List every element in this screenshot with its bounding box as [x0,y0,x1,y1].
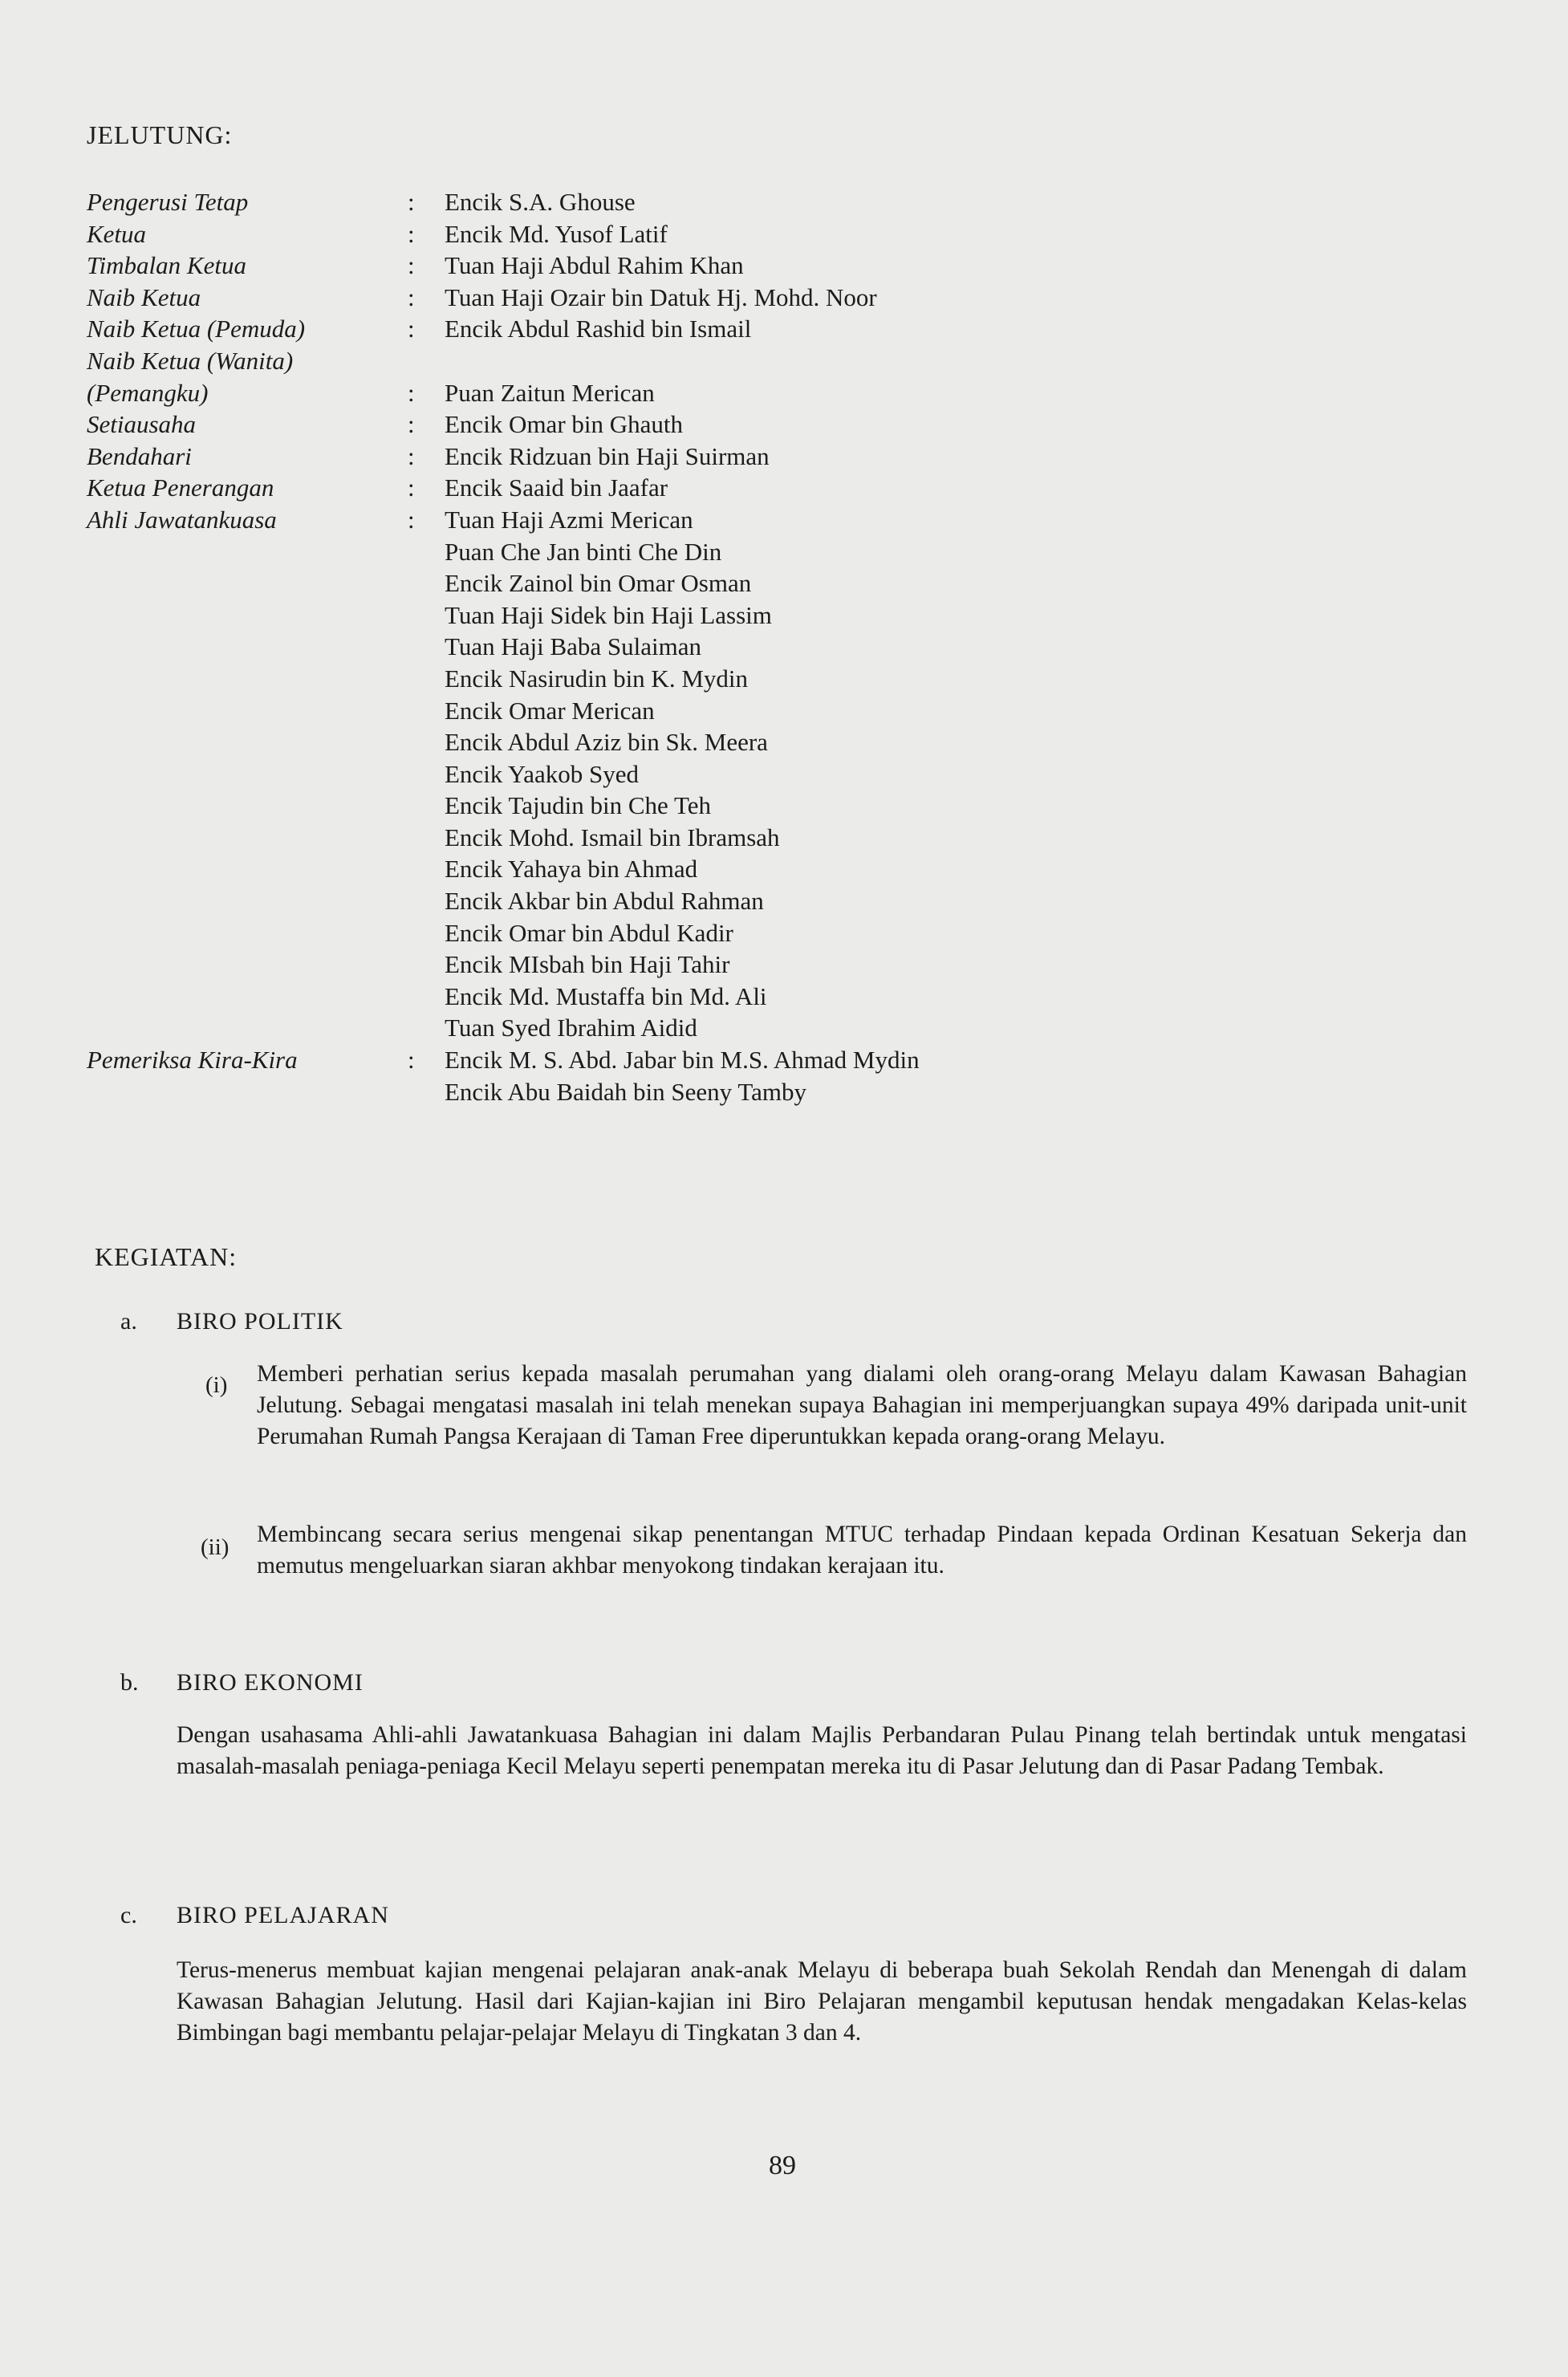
committee-role: Timbalan Ketua [87,251,246,280]
committee-row [87,282,920,314]
committee-role: Ketua Penerangan [87,473,274,502]
committee-member-name: Encik Abdul Aziz bin Sk. Meera [445,728,768,757]
committee-row [87,1012,920,1044]
committee-member-name: Encik Ridzuan bin Haji Suirman [445,441,770,470]
separator-colon [408,345,445,377]
committee-row [87,758,920,790]
committee-role [87,822,408,854]
section-title-pelajaran: BIRO PELAJARAN [177,1902,389,1928]
committee-role [87,726,408,758]
committee-row [87,504,920,536]
separator-colon [408,599,445,632]
separator-colon: : [408,378,415,407]
committee-row [87,822,920,854]
committee-member-name: Encik Akbar bin Abdul Rahman [445,887,764,916]
committee-role [87,663,408,695]
separator-colon: : [408,251,415,280]
separator-colon [408,663,445,695]
committee-row [87,663,920,695]
committee-role: Naib Ketua (Wanita) [87,346,294,375]
committee-row [87,1076,920,1108]
committee-member-name: Encik Omar bin Abdul Kadir [445,918,733,947]
committee-role: Bendahari [87,441,192,470]
separator-colon: : [408,441,415,470]
committee-role [87,885,408,917]
committee-member-name: Encik MIsbah bin Haji Tahir [445,950,730,979]
section-letter-a: a. [120,1308,137,1335]
section-letter-b: b. [120,1669,139,1696]
separator-colon [408,631,445,663]
committee-row [87,472,920,504]
item-number: (i) [205,1372,228,1398]
committee-role [87,758,408,790]
committee-member-name: Encik Tajudin bin Che Teh [445,791,712,820]
ekonomi-paragraph: Dengan usahasama Ahli-ahli Jawatankuasa Bahagian ini dalam Majlis Perbandaran Pulau Pinang telah bertindak untuk mengatasi masalah-masalah peniaga-peniaga Kecil Melayu seperti penempatan mereka itu di Pasar Jelutung dan di Pasar Padang Tembak. [177,1722,1467,1779]
committee-row [87,853,920,885]
politik-paragraph-1: Memberi perhatian serius kepada masalah perumahan yang dialami oleh orang-orang Melayu dalam Kawasan Bahagian Jelutung. Sebagai mengatasi masalah ini telah menekan supaya Bahagian ini memperjuangkan supaya 49% daripada unit-unit Perumahan Rumah Pangsa Kerajaan di Taman Free diperuntukkan kepada orang-orang Melayu. [257,1361,1467,1449]
section-letter-c: c. [120,1902,137,1928]
committee-row [87,313,920,345]
committee-row [87,917,920,949]
separator-colon [408,726,445,758]
separator-colon [408,758,445,790]
committee-member-name: Puan Che Jan binti Che Din [445,537,722,566]
committee-member-name: Tuan Haji Sidek bin Haji Lassim [445,600,772,629]
separator-colon: : [408,219,415,248]
committee-member-name: Encik Nasirudin bin K. Mydin [445,664,748,693]
committee-member-name: Encik Zainol bin Omar Osman [445,569,752,598]
committee-row [87,1044,920,1076]
committee-role: Ketua [87,219,147,248]
activities-heading: KEGIATAN: [95,1242,238,1271]
separator-colon [408,822,445,854]
committee-member-name: Encik Yahaya bin Ahmad [445,855,698,884]
committee-row [87,885,920,917]
committee-member-name: Encik Md. Yusof Latif [445,219,668,248]
separator-colon: : [408,188,415,216]
committee-row [87,726,920,758]
committee-role [87,567,408,599]
separator-colon [408,790,445,822]
separator-colon [408,536,445,568]
section-title-ekonomi: BIRO EKONOMI [177,1669,364,1696]
separator-colon: : [408,1046,415,1075]
committee-member-name: Puan Zaitun Merican [445,378,655,407]
committee-role: Naib Ketua (Pemuda) [87,315,306,343]
separator-colon [408,981,445,1013]
committee-member-name: Encik Mohd. Ismail bin Ibramsah [445,823,780,851]
committee-row [87,567,920,599]
separator-colon: : [408,410,415,439]
committee-row [87,790,920,822]
committee-row [87,949,920,981]
committee-member-name: Encik Md. Mustaffa bin Md. Ali [445,981,767,1010]
committee-role [87,790,408,822]
committee-row [87,345,920,377]
committee-role: Naib Ketua [87,282,201,311]
separator-colon [408,1012,445,1044]
committee-role [87,631,408,663]
committee-member-name: Encik Abu Baidah bin Seeny Tamby [445,1077,806,1106]
committee-role [87,536,408,568]
committee-role [87,853,408,885]
separator-colon: : [408,505,415,534]
committee-role: Ahli Jawatankuasa [87,505,277,534]
pelajaran-paragraph: Terus-menerus membuat kajian mengenai pelajaran anak-anak Melayu di beberapa buah Sekolah Rendah dan Menengah di dalam Kawasan Bahagian Jelutung. Hasil dari Kajian-kajian ini Biro Pelajaran mengambil keputusan hendak mengadakan Kelas-kelas Bimbingan bagi membantu pelajar-pelajar Melayu di Tingkatan 3 dan 4. [177,1957,1467,2046]
separator-colon [408,949,445,981]
separator-colon [408,567,445,599]
committee-role: Setiausaha [87,410,197,439]
committee-row [87,250,920,282]
page-number: 89 [769,2151,796,2180]
section-title-politik: BIRO POLITIK [177,1308,343,1335]
committee-row [87,981,920,1013]
committee-member-name: Encik Omar bin Ghauth [445,410,684,439]
committee-row [87,695,920,727]
separator-colon [408,695,445,727]
committee-member-name: Encik Yaakob Syed [445,759,639,788]
committee-member-name: Encik Omar Merican [445,696,655,725]
separator-colon: : [408,473,415,502]
committee-role [87,981,408,1013]
committee-role [87,695,408,727]
committee-row [87,536,920,568]
committee-member-name: Encik M. S. Abd. Jabar bin M.S. Ahmad Mydin [445,1046,920,1075]
committee-row [87,408,920,441]
committee-member-name: Encik Saaid bin Jaafar [445,473,668,502]
committee-member-name: Tuan Haji Ozair bin Datuk Hj. Mohd. Noor [445,282,877,311]
committee-role: (Pemangku) [87,378,209,407]
politik-paragraph-2: Membincang secara serius mengenai sikap penentangan MTUC terhadap Pindaan kepada Ordinan Kesatuan Sekerja dan memutus mengeluarkan siaran akhbar menyokong tindakan kerajaan itu. [257,1522,1467,1579]
committee-role [87,917,408,949]
separator-colon: : [408,282,415,311]
item-number: (ii) [201,1534,230,1560]
committee-member-name: Encik Abdul Rashid bin Ismail [445,315,752,343]
separator-colon [408,885,445,917]
committee-member-name: Tuan Syed Ibrahim Aidid [445,1014,697,1042]
committee-member-name: Encik S.A. Ghouse [445,188,636,216]
separator-colon [408,853,445,885]
committee-member-name: Tuan Haji Baba Sulaiman [445,632,702,661]
committee-row [87,631,920,663]
separator-colon: : [408,315,415,343]
committee-row [87,186,920,218]
committee-role [87,949,408,981]
committee-row [87,441,920,473]
committee-row [87,377,920,409]
committee-row [87,599,920,632]
committee-list [87,186,920,1107]
committee-member-name: Tuan Haji Azmi Merican [445,505,693,534]
committee-role [87,1012,408,1044]
committee-role: Pemeriksa Kira-Kira [87,1046,298,1075]
committee-role [87,1076,408,1108]
committee-role [87,599,408,632]
branch-heading: JELUTUNG: [87,120,233,149]
separator-colon [408,1076,445,1108]
committee-row [87,218,920,250]
separator-colon [408,917,445,949]
committee-role: Pengerusi Tetap [87,188,249,216]
committee-member-name: Tuan Haji Abdul Rahim Khan [445,251,744,280]
